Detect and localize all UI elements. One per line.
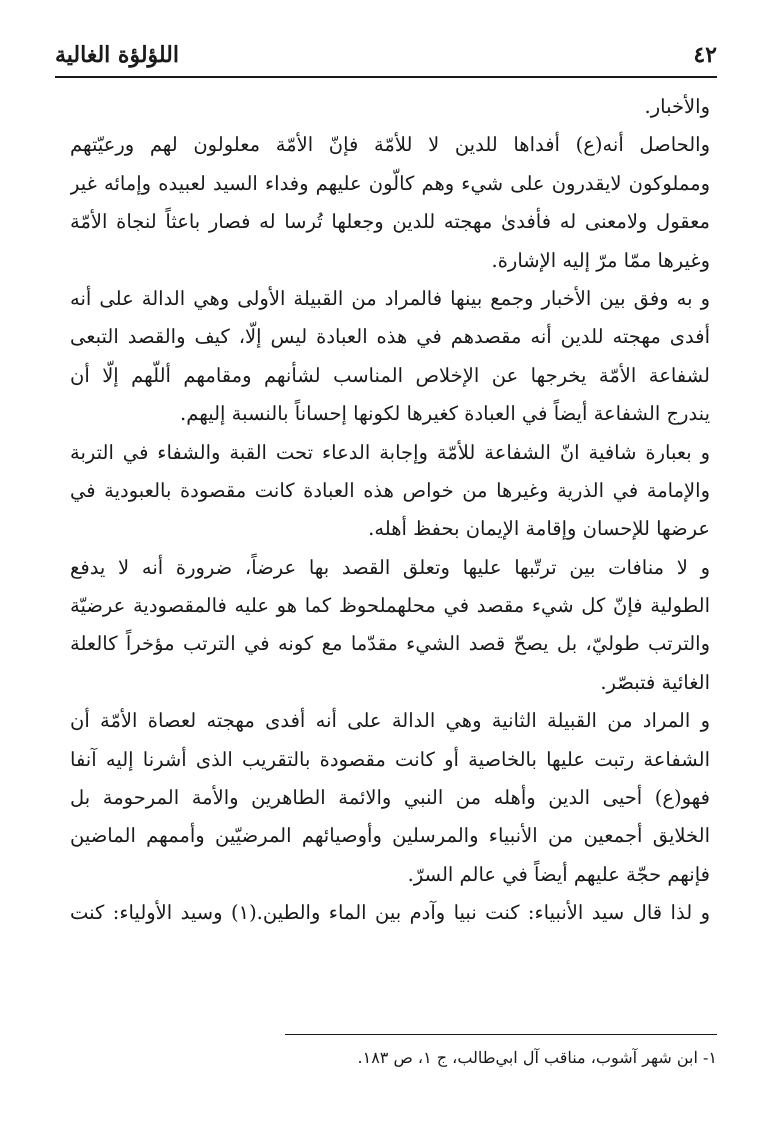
text-line: لشفاعة الأمّة يخرجها عن الإخلاص المناسب لشأنهم ومقامهم أللّهم إلّا أن [70, 363, 710, 387]
footnote-divider [285, 1034, 717, 1035]
text-line: و المراد من القبيلة الثانية وهي الدالة على أنه أفدى مهجته لعصاة الأمّة أن [70, 709, 710, 733]
body-text [70, 88, 710, 933]
footnote: ١- ابن شهر آشوب، مناقب آل ابي‌طالب، ج ١، ص ١٨٣. [357, 1048, 717, 1067]
header-divider [55, 76, 717, 78]
text-line: فإنهم حجّة عليهم أيضاً في عالم السرّ. [407, 862, 710, 886]
page-header [55, 38, 717, 72]
text-line: الطولية فإنّ كل شيء مقصد في محلهملحوظ كما هو عليه فالمقصودية عرضيّة [70, 594, 710, 618]
text-line: وغيرها ممّا مرّ إليه الإشارة. [491, 248, 710, 272]
text-line: و لذا قال سيد الأنبياء: كنت نبيا وآدم بين الماء والطين.(١) وسيد الأولياء: كنت [70, 901, 710, 925]
text-line: و بعبارة شافية انّ الشفاعة للأمّة وإجابة الدعاء تحت القبة والشفاء في التربة [70, 440, 710, 464]
text-line: فهو(ع) أحيى الدين وأهله من النبي والائمة الطاهرين والأمة المرحومة بل [70, 786, 710, 810]
text-line: الشفاعة رتبت عليها بالخاصية أو كانت مقصودة بالتقريب الذى أشرنا إليه آنفا [70, 747, 710, 771]
text-line: والحاصل أنه(ع) أفداها للدين لا للأمّة فإنّ الأمّة معلولون لهم ورعيّتهم [70, 133, 710, 157]
text-line: عرضها للإحسان وإقامة الإيمان بحفظ أهله. [368, 517, 710, 541]
text-line: والترتب طوليّ، بل يصحّ قصد الشيء مقدّما مع كونه في الترتب مؤخراً كالعلة [70, 632, 710, 656]
text-line: و به وفق بين الأخبار وجمع بينها فالمراد من القبيلة الأولى وهي الدالة على أنه [70, 286, 710, 310]
text-line: معقول ولامعنى له فأفدىٰ مهجته للدين وجعلها تُرسا له فصار باعثاً لنجاة الأمّة [70, 210, 710, 234]
text-line: ومملوكون لايقدرون على شيء وهم كالّون عليهم وفداء السيد لعبيده وإمائه غير [70, 171, 710, 195]
text-line: الخلايق أجمعين من الأنبياء والمرسلين وأوصيائهم المرضيّين وأممهم الماضين [70, 824, 710, 848]
text-line: أفدى مهجته للدين أنه مقصدهم في هذه العبادة ليس إلّا، كيف والقصد التبعى [70, 325, 710, 349]
text-line: الغائية فتبصّر. [600, 670, 710, 694]
running-title: اللؤلؤة الغالية [55, 42, 179, 68]
text-line: والأخبار. [644, 95, 710, 118]
text-line: والإمامة في الذرية وغيرها من خواص هذه العبادة كانت مقصودة بالعبودية في [70, 478, 710, 502]
text-line: و لا منافات بين ترتّبها عليها وتعلق القصد بها عرضاً، ضرورة أنه لا يدفع [70, 555, 710, 579]
page-number: ٤٢ [693, 42, 717, 68]
text-line: يندرج الشفاعة أيضاً في العبادة كغيرها لكونها إحساناً بالنسبة إليهم. [180, 402, 710, 426]
